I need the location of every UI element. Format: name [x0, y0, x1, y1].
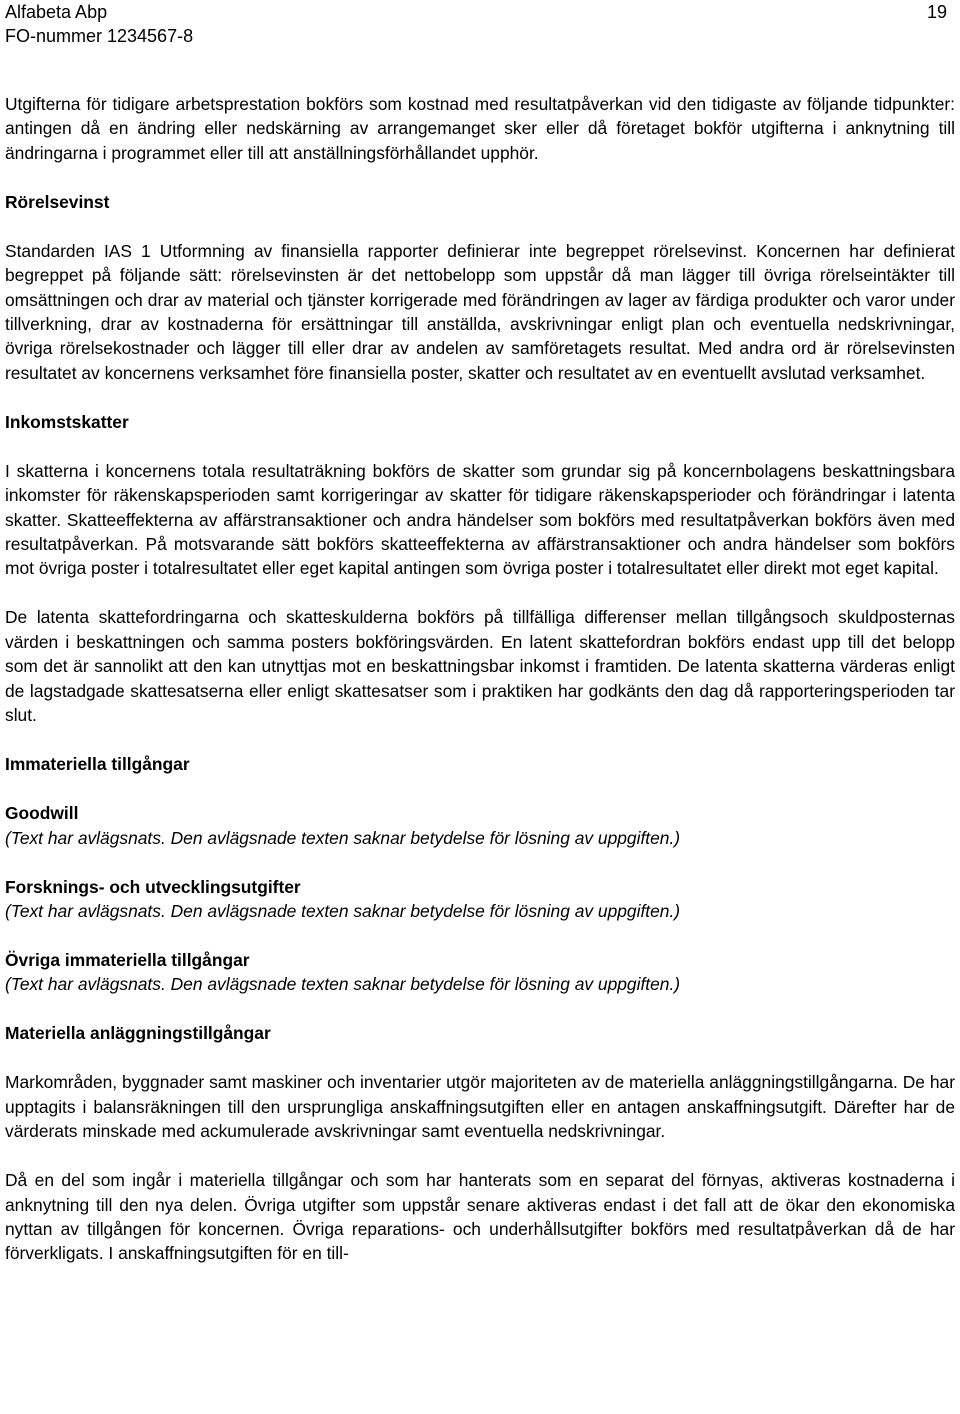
company-name: Alfabeta Abp — [5, 2, 108, 22]
page-header — [5, 0, 955, 48]
heading-goodwill: Goodwill — [5, 803, 79, 824]
page-number: 19 — [926, 2, 947, 22]
document-body — [5, 92, 955, 1266]
materiella-paragraph-2: Då en del som ingår i materiella tillgångar och som har hanterats som en separat del förnyas, aktiveras kostnaderna i anknytning till den nya delen. Övriga utgifter som uppstår senare aktiveras endast i det fall att de ökar den ekonomiska nyttan av tillgången för koncernen. Övriga reparations- och underhållsutgifter bokförs med resultatpåverkan då de har förverkligats. I anskaffningsutgiften för en till- — [5, 1170, 955, 1264]
intro-paragraph: Utgifterna för tidigare arbetsprestation bokförs som kostnad med resultatpåverkan vid den tidigaste av följande tidpunkter: antingen då en ändring eller nedskärning av arrangemanget sker eller då företaget bokför utgifterna i anknytning till ändringarna i programmet eller till att anställningsförhållandet upphör. — [5, 94, 955, 163]
heading-forskning-utveckling: Forsknings- och utvecklingsutgifter — [5, 876, 301, 897]
goodwill-removed-note: (Text har avlägsnats. Den avlägsnade texten saknar betydelse för lösning av uppgiften.) — [5, 827, 681, 848]
heading-rorelsevinst: Rörelsevinst — [5, 191, 110, 212]
rorelsevinst-paragraph: Standarden IAS 1 Utformning av finansiella rapporter definierar inte begreppet rörelsevinst. Koncernen har definierat begreppet på följande sätt: rörelsevinsten är det nettobelopp som uppstår då man lägger till övriga rörelseintäkter till omsättningen och drar av material och tjänster korrigerade med förändringen av lager av färdiga produkter och varor under tillverkning, drar av kostnaderna för ersättningar till anställda, avskrivningar enligt plan och eventuella nedskrivningar, övriga rörelsekostnader och lägger till eller drar av andelen av samföretagets resultat. Med andra ord är rörelsevinsten resultatet av koncernens verksamhet före finansiella poster, skatter och resultatet av en eventuellt avslutad verksamhet. — [5, 240, 955, 383]
document-page — [5, 0, 955, 1264]
registration-number: FO-nummer 1234567-8 — [5, 26, 194, 46]
heading-inkomstskatter: Inkomstskatter — [5, 411, 129, 432]
inkomstskatter-paragraph-1: I skatterna i koncernens totala resultaträkning bokförs de skatter som grundar sig på koncernbolagens beskattningsbara inkomster för räkenskapsperioden samt korrigeringar av skatter för tidigare räkenskapsperioder och förändringar i latenta skatter. Skatteeffekterna av affärstransaktioner och andra händelser som bokförs med resultatpåverkan bokförs även med resultatpåverkan. På motsvarande sätt bokförs skatteeffekterna av affärstransaktioner och andra händelser som bokförs mot övriga poster i totalresultatet eller eget kapital antingen som övriga poster i totalresultatet eller direkt mot eget kapital. — [5, 460, 955, 579]
heading-materiella-anlaggningstillgangar: Materiella anläggningstillgångar — [5, 1023, 271, 1044]
heading-ovriga-immateriella: Övriga immateriella tillgångar — [5, 949, 250, 970]
ovriga-removed-note: (Text har avlägsnats. Den avlägsnade texten saknar betydelse för lösning av uppgiften.) — [5, 974, 681, 995]
heading-immateriella-tillgangar: Immateriella tillgångar — [5, 754, 190, 775]
forskning-removed-note: (Text har avlägsnats. Den avlägsnade texten saknar betydelse för lösning av uppgiften.) — [5, 900, 681, 921]
inkomstskatter-paragraph-2: De latenta skattefordringarna och skatteskulderna bokförs på tillfälliga differenser mellan tillgångsoch skuldposternas värden i beskattningen och samma posters bokföringsvärden. En latent skattefordran bokförs endast upp till det belopp som det är sannolikt att den kan utnyttjas mot en beskattningsbar inkomst i framtiden. De latenta skatterna värderas enligt de lagstadgade skattesatserna eller enligt skattesatser som i praktiken har godkänts den dag då rapporteringsperioden tar slut. — [5, 607, 955, 726]
materiella-paragraph-1: Markområden, byggnader samt maskiner och inventarier utgör majoriteten av de materiella anläggningstillgångarna. De har upptagits i balansräkningen till den ursprungliga anskaffningsutgiften eller en antagen anskaffningsutgift. Därefter har de värderats minskade med ackumulerade avskrivningar samt eventuella nedskrivningar. — [5, 1072, 955, 1142]
